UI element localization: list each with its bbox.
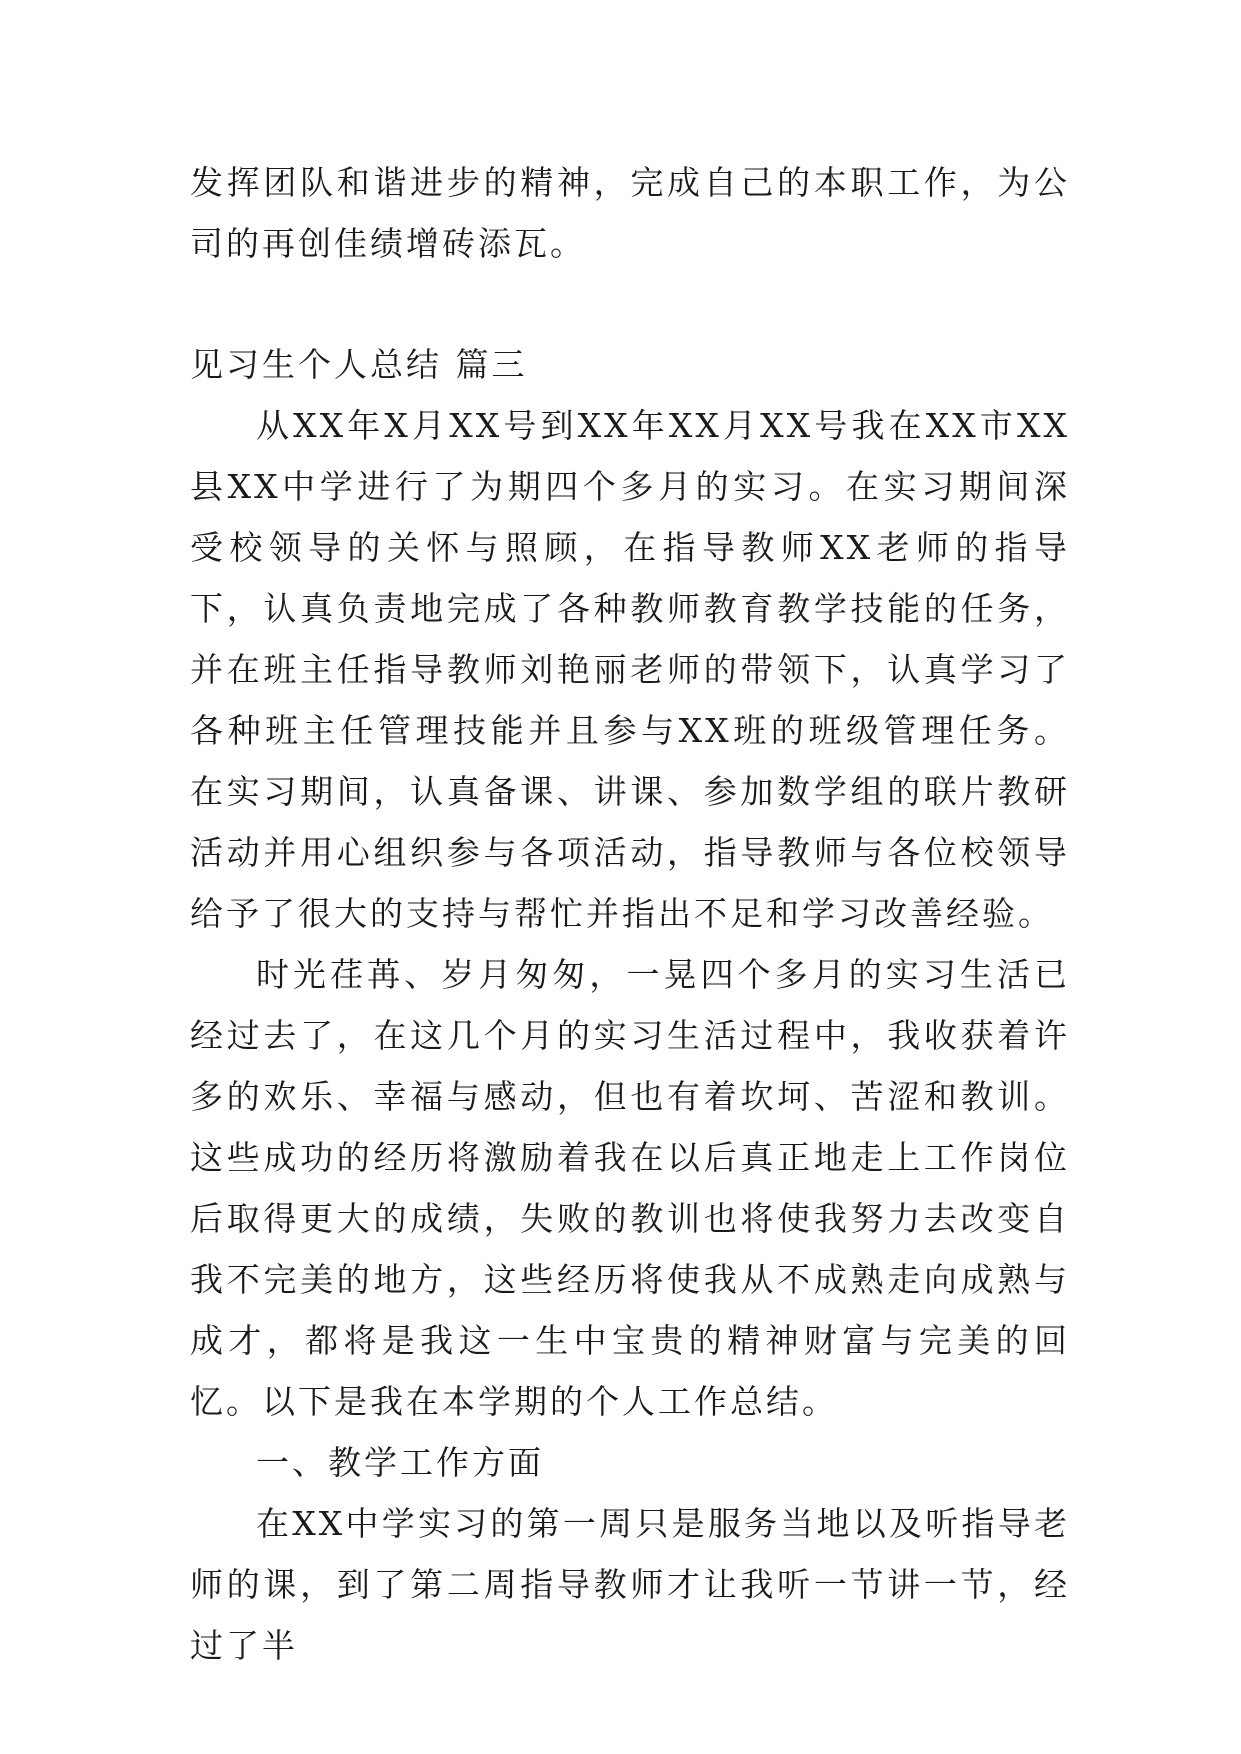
intro-paragraph: 发挥团队和谐进步的精神，完成自己的本职工作，为公司的再创佳绩增砖添瓦。 xyxy=(190,163,1070,263)
section-title: 见习生个人总结 篇三 xyxy=(190,345,528,384)
section-gap xyxy=(190,274,1070,334)
subheading-teaching-work: 一、教学工作方面 xyxy=(256,1443,544,1482)
document-body xyxy=(190,152,1070,1676)
paragraph-teaching-work: 在XX中学实习的第一周只是服务当地以及听指导老师的课，到了第二周指导教师才让我听一节讲一节，经过了半 xyxy=(190,1504,1070,1665)
paragraph-internship-overview: 从XX年X月XX号到XX年XX月XX号我在XX市XX县XX中学进行了为期四个多月的实习。在实习期间深受校领导的关怀与照顾，在指导教师XX老师的指导下，认真负责地完成了各种教师教育教学技能的任务，并在班主任指导教师刘艳丽老师的带领下，认真学习了各种班主任管理技能并且参与XX班的班级管理任务。在实习期间，认真备课、讲课、参加数学组的联片教研活动并用心组织参与各项活动，指导教师与各位校领导给予了很大的支持与帮忙并指出不足和学习改善经验。 xyxy=(190,406,1070,933)
paragraph-reflection: 时光荏苒、岁月匆匆，一晃四个多月的实习生活已经过去了，在这几个月的实习生活过程中，我收获着许多的欢乐、幸福与感动，但也有着坎坷、苦涩和教训。这些成功的经历将激励着我在以后真正地走上工作岗位后取得更大的成绩，失败的教训也将使我努力去改变自我不完美的地方，这些经历将使我从不成熟走向成熟与成才，都将是我这一生中宝贵的精神财富与完美的回忆。以下是我在本学期的个人工作总结。 xyxy=(190,955,1070,1421)
